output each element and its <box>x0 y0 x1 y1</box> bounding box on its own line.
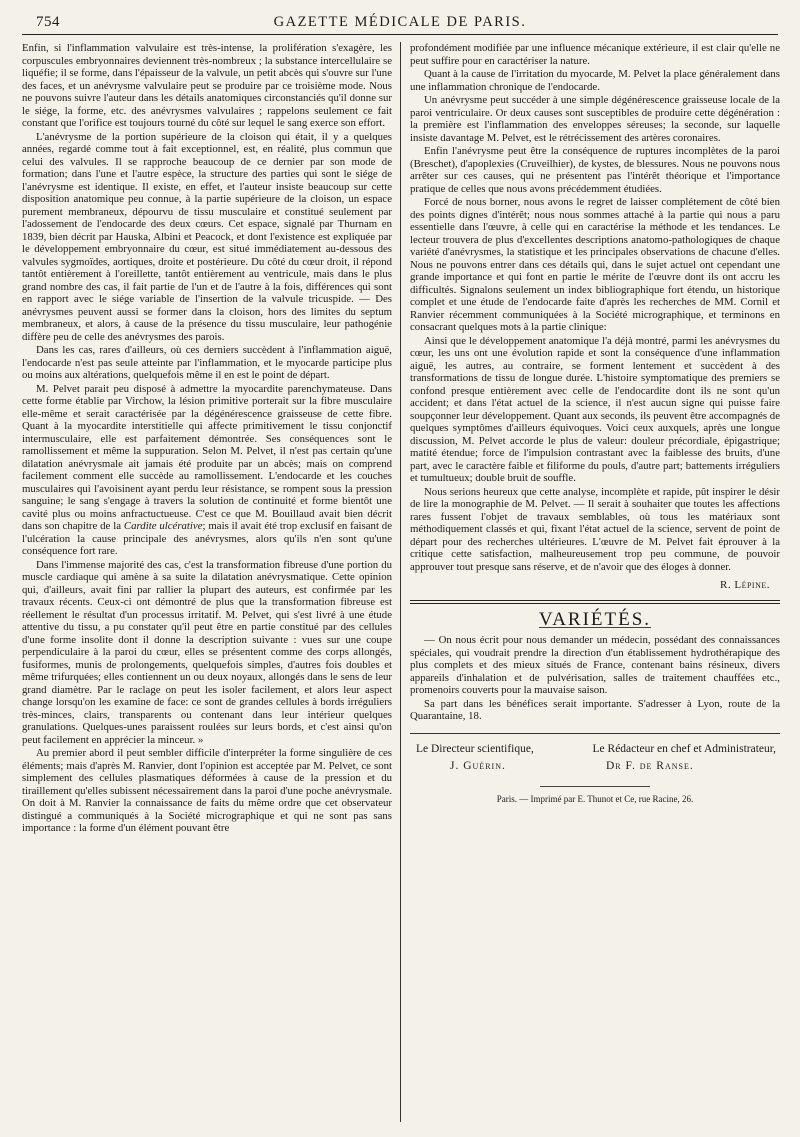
paragraph: Au premier abord il peut sembler difficile d'interpréter la forme singulière de ces éléments; mais d'après M. Ranvier, dont l'opinion est acceptée par M. Pelvet, ce sont simplement des cellules plasmatiques déformées à cause de la pression et du tiraillement qu'elles subissent nécessairement dans la paroi d'une poche anévrysmale. On doit à M. Ranvier la connaissance de faits du même ordre que cet observateur distingué a communiqués à la Société micrographique et qui ne sont pas sans importance : la forme d'un élément pouvant être <box>22 747 392 834</box>
right-column <box>410 42 780 1127</box>
page-number: 754 <box>36 14 60 30</box>
paragraph: Enfin l'anévrysme peut être la conséquence de ruptures incomplètes de la paroi (Breschet), d'apoplexies (Cruveilhier), de kystes, de blessures. Nous ne pouvons nous arrêter sur ces causes, qui ne présentent pas l'intérêt théorique et l'importance pratique de celles que nous avons précédemment étudiées. <box>410 145 780 195</box>
paragraph: Quant à la cause de l'irritation du myocarde, M. Pelvet la place généralement dans une inflammation chronique de l'endocarde. <box>410 68 780 93</box>
paragraph: Sa part dans les bénéfices serait importante. S'adresser à Lyon, route de la Quarantaine, 18. <box>410 697 780 722</box>
director-role: Le Directeur scientifique, <box>416 742 534 755</box>
section-divider <box>410 600 780 604</box>
paragraph: profondément modifiée par une influence mécanique extérieure, il est clair qu'elle ne peut suffire pour en caractériser la nature. <box>410 42 780 67</box>
editor-role: Le Rédacteur en chef et Administrateur, <box>592 742 776 755</box>
paragraph-pelvet <box>22 383 392 558</box>
paragraph: — On nous écrit pour nous demander un médecin, possédant des connaissances spéciales, qui voudrait prendre la direction d'un établissement hydrothérapique des plus complets et des mieux situés de France, contenant bains résineux, divers appareils d'inhalation et de pulvérisation, salles de traitement chauffées etc., promenoirs couverts pour la mauvaise saison. <box>410 634 780 696</box>
paragraph: Ainsi que le développement anatomique l'a déjà montré, parmi les anévrysmes du cœur, les uns ont une évolution rapide et sont la conséquence d'une inflammation aiguë, les autres, au contraire, se forment lentement et succèdent à des transformations de tissu de longue durée. L'histoire symptomatique des premiers se confond presque entièrement avec celle de l'endocardite dont ils ne sont qu'un accident; et dans l'état actuel de la science, il n'est aucun signe qui puisse faire soupçonner leur développement. Quant aux seconds, ils peuvent être accompagnés de quelques symptômes d'ailleurs équivoques. Voici ceux auxquels, après une longue discussion, M. Pelvet accorde le plus de valeur: douleur précordiale, épigastrique; matité étendue; force de l'impulsion contrastant avec la faiblesse des bruits, d'une part, avec le caractère faible et filiforme du pouls, d'autre part; battements irréguliers et tumultueux; double bruit de souffle. <box>410 334 780 484</box>
left-column <box>22 42 392 1122</box>
paragraph-text: M. Pelvet parait peu disposé à admettre la myocardite parenchymateuse. Dans cette forme établie par Virchow, la lésion primitive porterait sur la fibre musculaire elle-même et serait caractérisée par la dégénérescence graisseuse de cette fibre. Quant à la myocardite interstitielle qui affecte primitivement le tissu conjonctif intermusculaire, elle est parfaitement démontrée. Ses conséquences sont le ramollissement et même la suppuration. Selon M. Pelvet, il n'est pas certain qu'une dilatation anévrysmale ait jamais été produite par un abcès; mais on comprend facilement comment elle succède au ramollissement. L'endocarde et les couches musculaires qui l'avoisinent ayant perdu leur résistance, se rompent sous la pression sanguine; le sang s'engage à travers la solution de continuité et forme bientôt une cavité plus ou moins anfractuctueuse. C'est ce que M. Bouillaud avait bien décrit dans son chapitre de la <box>22 382 392 532</box>
column-divider <box>400 42 401 1122</box>
paragraph: Forcé de nous borner, nous avons le regret de laisser complétement de côté bien des points dignes d'intérêt; nous nous sommes attaché à la partie qui nous a paru essentielle dans l'œuvre, à celle qui en caractérise la méthode et les tendances. Le lecteur trouvera de plus d'excellentes descriptions anatomo-pathologiques de chaque variété d'anévrysmes, la statistique et les principales observations de chacune d'elles. Nous ne pouvons entrer dans ces détails qui, dans le sujet actuel ont cependant une grande importance et qui font en partie le mérite de l'œuvre dont ils ont accru les difficultés. Signalons seulement un index bibliographique fort étendu, un historique complet et une étude de l'endocarde faite d'après les recherches de MM. Cornil et Ranvier récemment communiquées à la Société micrographique, et terminons en consacrant quelques mots à la partie clinique: <box>410 196 780 333</box>
italic-term: Cardite ulcérative <box>123 520 203 532</box>
paragraph-text-end: ; mais il avait été trop exclusif en faisant de l'ulcération la cause principale des anévrysmes, alors qu'ils n'en sont qu'une conséquence fort rare. <box>22 520 392 557</box>
paragraph: Un anévrysme peut succéder à une simple dégénérescence graisseuse locale de la paroi ventriculaire. Or deux causes sont susceptibles de produire cette dégénération : la première est l'inflammation des enveloppes séreuses; la seconde, sur laquelle insiste davantage M. Pelvet, est le rétrécissement des artères coronaires. <box>410 94 780 144</box>
paragraph: Enfin, si l'inflammation valvulaire est très-intense, la prolifération s'exagère, les corpuscules embryonnaires deviennent très-nombreux ; la substance intercellulaire se liquéfie; il se forme, dans l'épaisseur de la valvule, un petit abcès qui s'ouvre sur l'une des faces, et un anévrysme valvulaire peut se produire par ce troisième mode. Nous ne pouvons suivre l'auteur dans les détails anatomiques circonstanciés qu'il donne sur le siége, la forme, etc. des anévrysmes valvulaires ; rappelons seulement ce fait constant que l'orifice est toujours tourné du côté sur lequel le sang exerce son effort. <box>22 42 392 129</box>
page-header <box>22 10 778 35</box>
paragraph: Dans l'immense majorité des cas, c'est la transformation fibreuse d'une portion du muscle cardiaque qui amène à sa suite la dilatation anévrysmatique. Cette opinion qui, d'ailleurs, avait fini par rallier la plupart des auteurs, est confirmée par les travaux récents. Ceux-ci ont démontré de plus que la transformation fibreuse est réellement le résultat d'un processus irritatif. M. Pelvet, qui s'est livré à une étude attentive du tissu, a pu constater qu'il peut être en partie constitué par des cellules d'une forme insolite dont il donne la description suivante : vues sur une coupe perpendiculaire à la paroi du cœur, elles se présentent comme des corps allongés, fusiformes, munis de prolongements, quelquefois simples, d'autres fois doubles et même trifurquées; elles contiennent un ou deux noyaux, allongés dans le sens de leur grand diamètre. Par le raclage on peut les isoler facilement, et alors leur aspect change lorsqu'on les examine de face: ce sont de grandes cellules à bords irréguliers très-minces, clairs, transparents ou contenant dans leur intérieur quelques granulations. Quelques-unes paraissent roulées sur leurs bords, et c'est ainsi qu'on peut facilement en apprécier la minceur. » <box>22 558 392 746</box>
printer-imprint: Paris. — Imprimé par E. Thunot et Ce, rue Racine, 26. <box>496 793 694 804</box>
printer-divider <box>540 786 650 787</box>
section-title-varietes <box>410 608 780 630</box>
director-name: J. Guérin. <box>450 759 506 772</box>
journal-title: GAZETTE MÉDICALE DE PARIS. <box>273 14 527 30</box>
paragraph: Dans les cas, rares d'ailleurs, où ces derniers succèdent à l'inflammation aiguë, l'endocarde n'est pas seule atteinte par l'inflammation, et le myocarde participe plus ou moins aux altérations, quelquefois même il en est le point de départ. <box>22 344 392 381</box>
author-signature: R. Lépine. <box>720 579 770 591</box>
paragraph: Nous serions heureux que cette analyse, incomplète et rapide, pût inspirer le désir de lire la monographie de M. Pelvet. — Il serait à souhaiter que toutes les affections rares fussent l'objet de travaux semblables, où tous les matériaux sont méthodiquement classés et qui, fixant l'état actuel de la science, servent de point de départ pour des recherches ultérieures. L'œuvre de M. Pelvet fait éprouver à la critique cette satisfaction, malheureusement trop peu commune, de pouvoir approuver tout presque sans réserve, et de n'avoir que des éloges à donner. <box>410 485 780 573</box>
staff-divider <box>410 733 780 734</box>
paragraph: L'anévrysme de la portion supérieure de la cloison qui était, il y a quelques années, regardé comme tout à fait exceptionnel, est, en réalité, plus commun que celui des valvules. Il se rapproche beaucoup de ce dernier par son mode de formation; dans l'une et l'autre espèce, la structure des parties qui sont le siége de l'anévrysme est identique. Il existe, en effet, et l'auteur insiste beaucoup sur cette disposition anatomique peu connue, à la partie supérieure de la cloison, un espace purement membraneux, dépourvu de tissu musculaire et constitué seulement par l'adossement de l'endocarde des deux cœurs. Cet espace, signalé par Thurnam en 1839, bien décrit par Hauska, Albini et Peacock, et dont l'existence est expliquée par le développement embryonnaire du cœur, est situé immédiatement au-dessous des valvules sygmoïdes, aortiques, droite et postérieure. Du côté du cœur droit, il répond tantôt entièrement à l'oreillette, tantôt entièrement au ventricule, mais dans le plus grand nombre des cas, il fait partie de l'un et de l'autre à la fois, différences qui sont en rapport avec le siége variable de l'insertion de la valvule tricuspide. — Des anévrysmes peuvent aussi se former dans la cloison, hors des limites du septum membraneux, et alors, à cause de la présence du tissu musculaire, leur pathogénie diffère peu de celle des anévrysmes des parois. <box>22 130 392 343</box>
staff-block <box>410 742 780 778</box>
editor-name: Dr F. de Ranse. <box>606 759 694 772</box>
section-title-text: VARIÉTÉS. <box>538 608 652 630</box>
